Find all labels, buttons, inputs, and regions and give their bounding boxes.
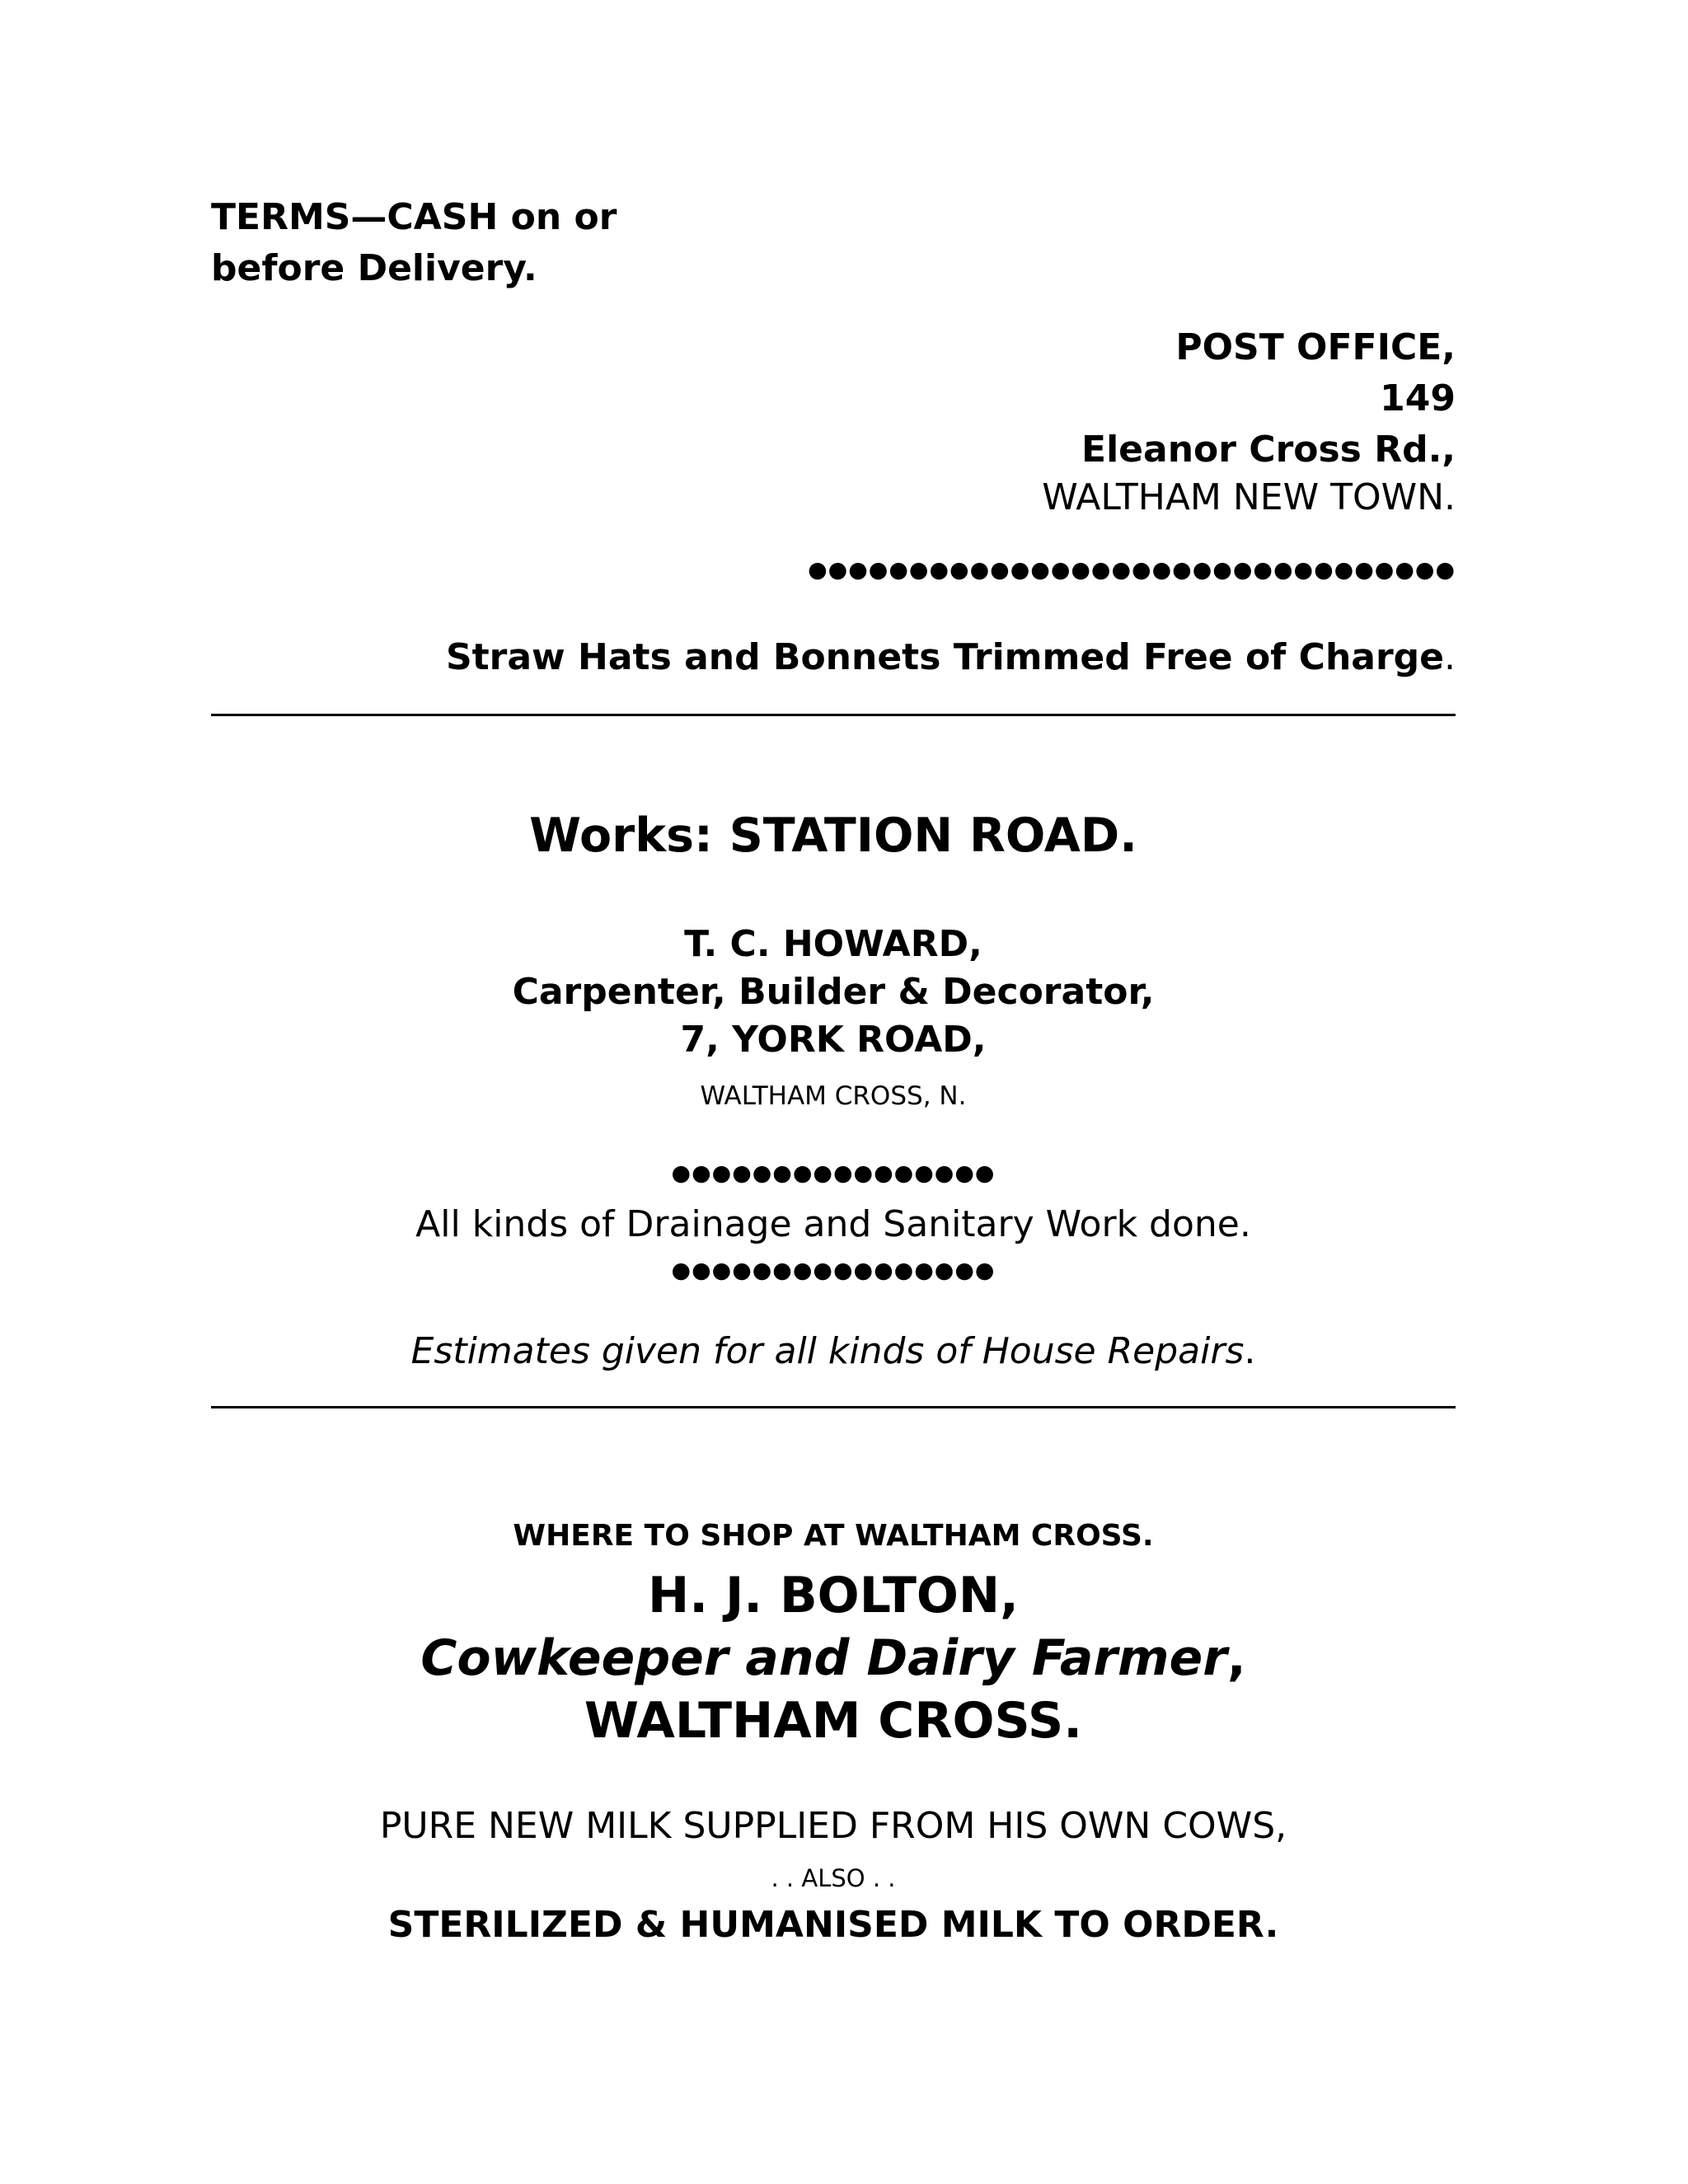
straw-hats-period: . [1444, 636, 1456, 678]
estimates-text: Estimates given for all kinds of House Repairs [410, 1330, 1245, 1372]
dotted-divider: ●●●●●●●●●●●●●●●●●●●●●●●●●●●●●●●● [808, 557, 1456, 583]
howard-town: WALTHAM CROSS, N. [700, 1081, 967, 1111]
bolton-trade-comma: , [1226, 1629, 1246, 1687]
dotted-divider: ●●●●●●●●●●●●●●●● [671, 1160, 996, 1186]
drainage-notice: All kinds of Drainage and Sanitary Work done. [415, 1203, 1251, 1245]
address-number: 149 [1380, 377, 1456, 419]
section-rule [211, 714, 1456, 716]
estimates-period: . [1244, 1330, 1256, 1372]
works-address: Works: STATION ROAD. [529, 808, 1137, 863]
address-street: Eleanor Cross Rd., [1081, 429, 1456, 471]
straw-hats-text: Straw Hats and Bonnets Trimmed Free of Charge [445, 636, 1444, 678]
bolton-trade-text: Cowkeeper and Dairy Farmer [420, 1629, 1227, 1687]
document-page [211, 0, 1456, 2184]
estimates-notice [211, 1330, 1456, 1374]
bolton-town: WALTHAM CROSS. [584, 1692, 1083, 1750]
bolton-trade [211, 1629, 1456, 1688]
terms-line-1: TERMS—CASH on or [211, 196, 617, 238]
address-town: WALTHAM NEW TOWN. [1042, 476, 1456, 518]
straw-hats-notice [211, 636, 1456, 680]
dotted-divider: ●●●●●●●●●●●●●●●● [671, 1258, 996, 1283]
section-rule [211, 1406, 1456, 1408]
address-post-office: POST OFFICE, [1175, 326, 1456, 368]
howard-name: T. C. HOWARD, [684, 923, 982, 965]
also-line: . . ALSO . . [771, 1864, 896, 1892]
sterilized-milk: STERILIZED & HUMANISED MILK TO ORDER. [387, 1904, 1279, 1946]
bolton-name: H. J. BOLTON, [648, 1567, 1019, 1624]
terms-line-2: before Delivery. [211, 247, 537, 289]
howard-street: 7, YORK ROAD, [680, 1019, 987, 1061]
milk-supply: PURE NEW MILK SUPPLIED FROM HIS OWN COWS, [379, 1805, 1287, 1847]
shop-heading: WHERE TO SHOP AT WALTHAM CROSS. [513, 1519, 1154, 1553]
howard-trade: Carpenter, Builder & Decorator, [512, 971, 1155, 1013]
